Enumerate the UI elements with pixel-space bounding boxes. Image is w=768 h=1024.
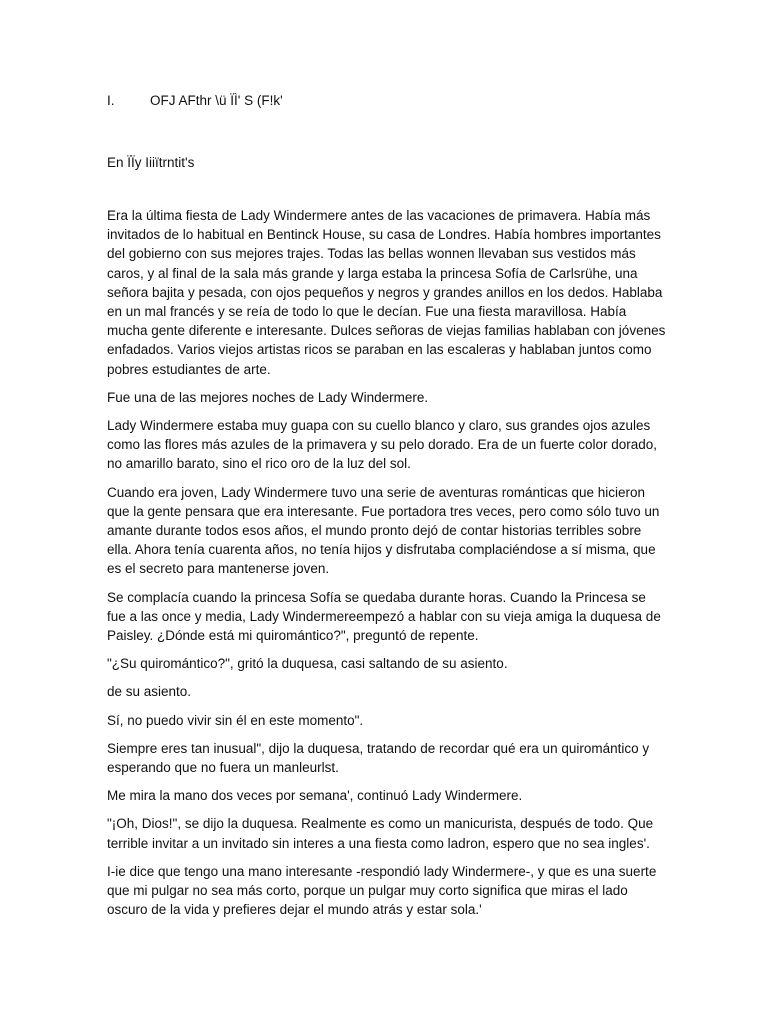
paragraph: Siempre eres tan inusual", dijo la duquesa, tratando de recordar qué era un quiromántico y esperando que no fuera un manleurlst. xyxy=(107,740,650,776)
paragraph: "¡Oh, Dios!", se dijo la duquesa. Realmente es como un manicurista, después de todo. Que terrible invitar a un invitado sin interes a una fiesta como ladron, espero que no sea ingles'. xyxy=(107,816,654,851)
paragraph: Fue una de las mejores noches de Lady Windermere. xyxy=(107,389,429,405)
paragraph: I-ie dice que tengo una mano interesante -respondió lady Windermere-, y que es una suerte que mi pulgar no sea más corto, porque un pulgar muy corto significa que miras el lado oscuro de la vida y prefieres dejar el mundo atrás y estar sola.' xyxy=(107,863,657,918)
section-title: OFJ AFthr \ü ÏÌ' S (F!k' xyxy=(150,93,283,108)
paragraph: Lady Windermere estaba muy guapa con su cuello blanco y claro, sus grandes ojos azules como las flores más azules de la primavera y su pelo dorado. Era de un fuerte color dorado, no amarillo barato, sino el rico oro de la luz del sol. xyxy=(107,418,658,472)
paragraph: Era la última fiesta de Lady Windermere antes de las vacaciones de primavera. Había más invitados de lo habitual en Bentinck House, su casa de Londres. Había hombres importantes del gobierno con sus mejores trajes. Todas las bellas wonnen llevaban sus vestidos más caros, y al final de la sala más grande y larga estaba la princesa Sofía de Carlsrühe, una señora bajita y pesada, con ojos pequeños y negros y grandes anillos en los dedos. Hablaba en un mal francés y se reía de todo lo que le decían. Fue una fiesta maravillosa. Había mucha gente diferente e interesante. Dulces señoras de viejas familias hablaban con jóvenes enfadados. Varios viejos artistas ricos se paraban en las escaleras y hablaban juntos como pobres estudiantes de arte. xyxy=(107,208,666,377)
paragraph: "¿Su quiromántico?", gritó la duquesa, casi saltando de su asiento. xyxy=(107,656,508,672)
paragraph: Me mira la mano dos veces por semana', continuó Lady Windermere. xyxy=(107,788,523,804)
section-subheading: En ÏÏy Iiiïtrntit's xyxy=(107,155,195,170)
paragraph: Se complacía cuando la princesa Sofía se quedaba durante horas. Cuando la Princesa se fue a las once y media, Lady Windermereempezó a hablar con su vieja amiga la duquesa de Paisley. ¿Dónde está mi quiromántico?", preguntó de repente. xyxy=(107,589,661,644)
section-number: I. xyxy=(107,93,115,108)
paragraph: Sí, no puedo vivir sin él en este momento". xyxy=(107,712,364,728)
body-text xyxy=(107,206,667,929)
paragraph: Cuando era joven, Lady Windermere tuvo una serie de aventuras románticas que hicieron que la gente pensara que era interesante. Fue portadora tres veces, pero como sólo tuvo un amante durante todos esos años, el mundo pronto dejó de contar historias terribles sobre ella. Ahora tenía cuarenta años, no tenía hijos y disfrutaba complaciéndose a sí misma, que es el secreto para mantenerse joven. xyxy=(107,484,660,577)
section-heading xyxy=(107,92,283,110)
paragraph: de su asiento. xyxy=(107,684,192,700)
